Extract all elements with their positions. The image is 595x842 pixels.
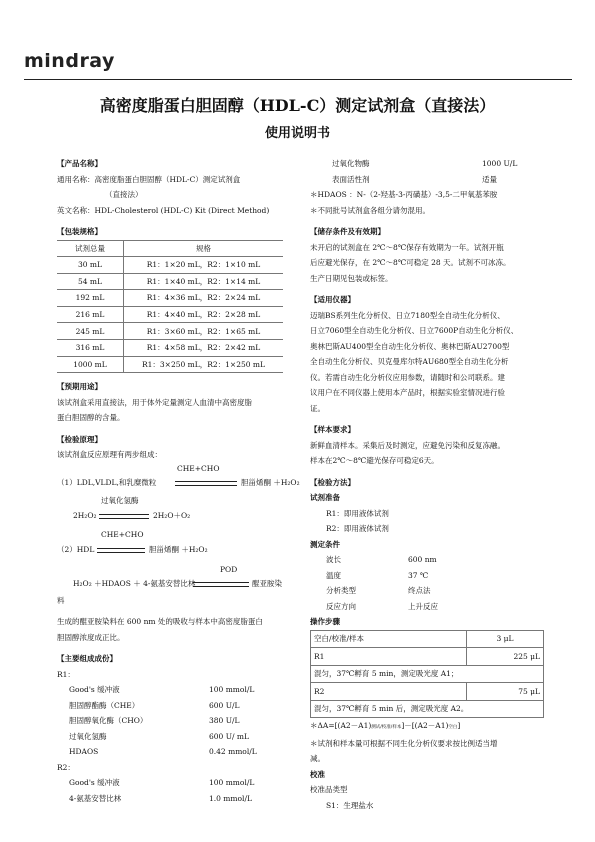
principle-measure: 生成的醌亚胺染料在 600 nm 处的吸收与样本中高密度脂蛋白 bbox=[57, 617, 263, 627]
document-subtitle: 使用说明书 bbox=[264, 126, 330, 141]
reaction-1b bbox=[57, 495, 283, 529]
r2-label: R2： bbox=[57, 762, 75, 772]
reactant: （1）LDL,VLDL,和乳糜微粒 bbox=[57, 477, 157, 487]
prep-heading: 试剂准备 bbox=[310, 493, 340, 502]
reactant: （2）HDL bbox=[57, 544, 95, 554]
storage-text: 生产日期见包装或标签。 bbox=[310, 273, 393, 283]
method-note: 减。 bbox=[310, 754, 325, 764]
table-row: 1000 mL R1：3×250 mL，R2：1×250 mL bbox=[57, 356, 283, 373]
principle-heading: 【检验原理】 bbox=[57, 434, 102, 444]
reaction-arrow bbox=[99, 514, 149, 519]
product: 醌亚胺染 bbox=[252, 578, 282, 588]
common-name: 通用名称：高密度脂蛋白胆固醇（HDL-C）测定试剂盒 bbox=[57, 174, 241, 184]
instrument-text: 奥林巴斯AU400型全自动生化分析仪、奥林巴斯AU2700型 bbox=[310, 341, 510, 351]
list-item: HDAOS 0.42 mmol/L bbox=[69, 747, 257, 757]
reactant: 2H₂O₂ bbox=[73, 510, 97, 520]
principle-measure: 胆固醇浓度成正比。 bbox=[57, 632, 125, 642]
conditions-heading: 测定条件 bbox=[310, 539, 340, 549]
use-text: 蛋白胆固醇的含量。 bbox=[57, 413, 125, 423]
batch-note: ＊不同批号试剂盒各组分请勿混用。 bbox=[310, 205, 430, 215]
calibration-heading: 校准 bbox=[310, 769, 325, 779]
left-column bbox=[57, 156, 300, 806]
principle-intro: 该试剂盒反应原理有两步组成： bbox=[57, 450, 162, 460]
table-row: 316 mL R1：4×58 mL，R2：2×42 mL bbox=[57, 340, 283, 357]
calibrator-type: 校准品类型 bbox=[310, 785, 348, 795]
reaction-2 bbox=[57, 529, 283, 563]
use-text: 该试剂盒采用直接法，用于体外定量测定人血清中高密度脂 bbox=[57, 397, 252, 407]
prep-r1: R1：即用液体试剂 bbox=[326, 508, 389, 518]
table-row: 54 mL R1：1×40 mL，R2：1×14 mL bbox=[57, 273, 283, 290]
method-note: ＊试剂和样本量可根据不同生化分析仪要求按比例适当增 bbox=[310, 738, 498, 748]
reaction-arrow bbox=[193, 582, 249, 587]
steps-table bbox=[310, 630, 544, 719]
enzyme-label: POD bbox=[220, 564, 238, 574]
calibrator-s1: S1：生理盐水 bbox=[326, 800, 374, 810]
enzyme-label: CHE+CHO bbox=[101, 529, 144, 539]
table-row: 216 mL R1：4×40 mL，R2：2×28 mL bbox=[57, 306, 283, 323]
sample-heading: 【样本要求】 bbox=[310, 425, 355, 434]
condition-row: 分析类型 终点法 bbox=[326, 586, 431, 595]
enzyme-label: 过氧化氢酶 bbox=[101, 495, 139, 505]
table-row: R2 75 μL bbox=[311, 683, 544, 701]
list-item: 表面活性剂 适量 bbox=[332, 174, 497, 184]
table-row: 30 mL R1：1×20 mL，R2：1×10 mL bbox=[57, 257, 283, 274]
instrument-text: 证。 bbox=[310, 403, 325, 413]
mindray-logo: mindray bbox=[24, 50, 115, 72]
instrument-text: 全自动生化分析仪、贝克曼库尔特AU680型全自动生化分析 bbox=[310, 357, 509, 366]
common-name-cont: （直接法） bbox=[105, 190, 143, 199]
document-title: 高密度脂蛋白胆固醇（HDL-C）测定试剂盒（直接法） bbox=[99, 96, 496, 115]
sample-text: 样本在2℃～8℃避光保存可稳定6天。 bbox=[310, 456, 439, 465]
table-row: 混匀，37℃孵育 5 min 后，测定吸光度 A2。 bbox=[311, 700, 544, 718]
package-heading: 【包装规格】 bbox=[57, 227, 102, 236]
list-item: Good's 缓冲液 100 mmol/L bbox=[69, 685, 255, 695]
instrument-text: 议用户在不同仪器上使用本产品时，根据实验室情况进行验 bbox=[310, 388, 505, 397]
r1-label: R1： bbox=[57, 669, 75, 679]
list-item: 胆固醇酯酶（CHE） 600 U/L bbox=[69, 700, 240, 710]
instrument-heading: 【适用仪器】 bbox=[310, 295, 355, 304]
hdaos-note: ＊HDAOS ：N-（2-羟基-3-丙磺基）-3,5-二甲氧基苯胺 bbox=[310, 190, 498, 199]
condition-row: 温度 37 ℃ bbox=[326, 570, 429, 580]
enzyme-label: CHE+CHO bbox=[177, 463, 220, 473]
instrument-text: 日立7060型全自动生化分析仪、日立7600P自动生化分析仪、 bbox=[310, 326, 519, 335]
table-header: 试剂总量 规格 bbox=[57, 240, 283, 257]
list-item: 过氧化物酶 1000 U/L bbox=[332, 159, 518, 168]
condition-row: 反应方向 上升反应 bbox=[326, 601, 438, 611]
product: 胆甾烯酮 ＋H₂O₂ bbox=[241, 477, 300, 487]
use-heading: 【预期用途】 bbox=[57, 382, 102, 392]
product: 2H₂O＋O₂ bbox=[153, 510, 191, 520]
steps-heading: 操作步骤 bbox=[310, 617, 340, 626]
table-row: R1 225 μL bbox=[311, 648, 544, 666]
right-column bbox=[310, 156, 544, 813]
reactant: H₂O₂ ＋HDAOS ＋ 4-氨基安替比林 bbox=[73, 578, 196, 588]
sample-text: 新鲜血清样本。采集后及时测定，应避免污染和反复冻融。 bbox=[310, 440, 505, 450]
table-row: 245 mL R1：3×60 mL，R2：1×65 mL bbox=[57, 323, 283, 340]
header-divider bbox=[24, 79, 572, 80]
reaction-1 bbox=[57, 463, 300, 495]
instrument-text: 迈瑞BS系列生化分析仪、日立7180型全自动生化分析仪、 bbox=[310, 310, 505, 320]
product: 胆甾烯酮 ＋H₂O₂ bbox=[149, 544, 208, 554]
product-heading: 【产品名称】 bbox=[57, 159, 102, 168]
english-name: 英文名称：HDL-Cholesterol (HDL-C) Kit (Direct Method) bbox=[57, 205, 270, 215]
reaction-arrow bbox=[97, 548, 145, 553]
table-row: 空白/校准/样本 3 μL bbox=[311, 630, 544, 648]
table-row: 192 mL R1：4×36 mL，R2：2×24 mL bbox=[57, 290, 283, 307]
composition-heading: 【主要组成成份】 bbox=[57, 654, 117, 664]
reaction-arrow bbox=[175, 481, 237, 486]
reaction-3 bbox=[57, 563, 283, 593]
storage-heading: 【储存条件及有效期】 bbox=[310, 227, 385, 236]
list-item: Good's 缓冲液 100 mmol/L bbox=[69, 778, 255, 788]
storage-text: 未开启的试剂盒在 2℃～8℃保存有效期为一年。试剂开瓶 bbox=[310, 242, 504, 252]
condition-row: 波长 600 nm bbox=[326, 555, 437, 564]
list-item: 胆固醇氧化酶（CHO） 380 U/L bbox=[69, 716, 240, 726]
table-row: 混匀，37℃孵育 5 min，测定吸光度 A1； bbox=[311, 665, 544, 683]
list-item: 4-氨基安替比林 1.0 mmol/L bbox=[69, 793, 252, 803]
package-table bbox=[57, 240, 283, 374]
instrument-text: 仪。若需自动生化分析仪应用参数，请随时和公司联系。建 bbox=[310, 372, 505, 382]
delta-formula: ＊ΔA=[(A2－A1)测试/校准/样本]－[(A2－A1)空白] bbox=[310, 721, 461, 731]
method-heading: 【检验方法】 bbox=[310, 477, 355, 487]
list-item: 过氧化氢酶 600 U/ mL bbox=[69, 731, 250, 741]
storage-text: 后应避光保存，在 2℃～8℃可稳定 28 天。试剂不可冰冻。 bbox=[310, 258, 511, 267]
reaction-3-tail: 料 bbox=[57, 595, 65, 605]
prep-r2: R2：即用液体试剂 bbox=[326, 524, 389, 533]
